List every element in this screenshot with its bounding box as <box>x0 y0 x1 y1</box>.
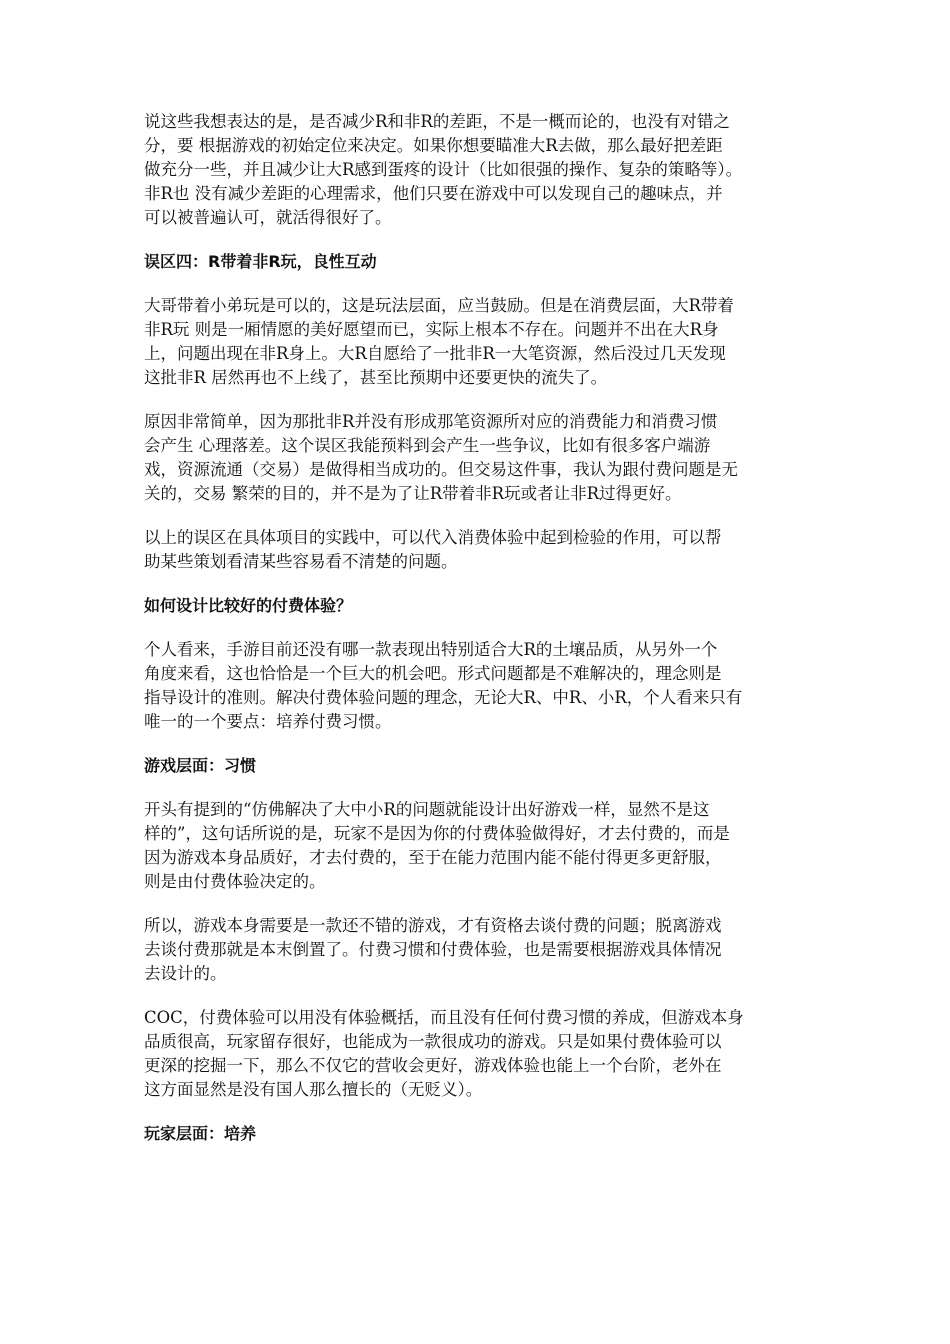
paragraph-line: 助某些策划看清某些容易看不清楚的问题。 <box>144 552 458 571</box>
section-heading: 玩家层面：培养 <box>144 1124 257 1143</box>
paragraph-line: 因为游戏本身品质好，才去付费的，至于在能力范围内能不能付得更多更舒服， <box>144 848 722 867</box>
paragraph-line: 分，要 根据游戏的初始定位来决定。如果你想要瞄准大R去做，那么最好把差距 <box>144 136 723 155</box>
paragraph-line: 样的”，这句话所说的是，玩家不是因为你的付费体验做得好，才去付费的，而是 <box>144 824 730 843</box>
paragraph-line: 非R也 没有减少差距的心理需求，他们只要在游戏中可以发现自己的趣味点，并 <box>144 184 723 203</box>
paragraph <box>144 526 808 574</box>
paragraph-line: 角度来看，这也恰恰是一个巨大的机会吧。形式问题都是不难解决的，理念则是 <box>144 664 722 683</box>
paragraph-line: 以上的误区在具体项目的实践中，可以代入消费体验中起到检验的作用，可以帮 <box>144 528 722 547</box>
paragraph-line: 做充分一些，并且减少让大R感到蛋疼的设计（比如很强的操作、复杂的策略等）。 <box>144 160 743 179</box>
paragraph-line: 品质很高，玩家留存很好，也能成为一款很成功的游戏。只是如果付费体验可以 <box>144 1032 722 1051</box>
paragraph-line: 非R玩 则是一厢情愿的美好愿望而已，实际上根本不存在。问题并不出在大R身 <box>144 320 719 339</box>
paragraph-line: 去设计的。 <box>144 964 227 983</box>
paragraph-line: 所以，游戏本身需要是一款还不错的游戏，才有资格去谈付费的问题；脱离游戏 <box>144 916 722 935</box>
paragraph-line: COC，付费体验可以用没有体验概括，而且没有任何付费习惯的养成，但游戏本身 <box>144 1008 744 1027</box>
paragraph-line: 上，问题出现在非R身上。大R自愿给了一批非R一大笔资源，然后没过几天发现 <box>144 344 726 363</box>
paragraph <box>144 638 808 734</box>
paragraph-line: 会产生 心理落差。这个误区我能预料到会产生一些争议，比如有很多客户端游 <box>144 436 711 455</box>
paragraph-line: 大哥带着小弟玩是可以的，这是玩法层面，应当鼓励。但是在消费层面，大R带着 <box>144 296 734 315</box>
paragraph-line: 唯一的一个要点：培养付费习惯。 <box>144 712 392 731</box>
paragraph-line: 这方面显然是没有国人那么擅长的（无贬义）。 <box>144 1080 483 1099</box>
paragraph-line: 可以被普遍认可，就活得很好了。 <box>144 208 392 227</box>
paragraph-line: 这批非R 居然再也不上线了，甚至比预期中还要更快的流失了。 <box>144 368 608 387</box>
paragraph-line: 去谈付费那就是本末倒置了。付费习惯和付费体验，也是需要根据游戏具体情况 <box>144 940 722 959</box>
section-heading: 误区四：R带着非R玩，良性互动 <box>144 252 377 271</box>
paragraph <box>144 798 808 894</box>
paragraph <box>144 914 808 986</box>
paragraph-line: 个人看来，手游目前还没有哪一款表现出特别适合大R的土壤品质，从另外一个 <box>144 640 718 659</box>
paragraph-line: 关的，交易 繁荣的目的，并不是为了让R带着非R玩或者让非R过得更好。 <box>144 484 682 503</box>
paragraph-line: 开头有提到的“仿佛解决了大中小R的问题就能设计出好游戏一样，显然不是这 <box>144 800 710 819</box>
paragraph-line: 戏，资源流通（交易）是做得相当成功的。但交易这件事，我认为跟付费问题是无 <box>144 460 738 479</box>
paragraph-line: 则是由付费体验决定的。 <box>144 872 326 891</box>
document-page <box>144 110 808 1166</box>
section-heading: 如何设计比较好的付费体验？ <box>144 596 353 615</box>
section-heading: 游戏层面：习惯 <box>144 756 257 775</box>
paragraph <box>144 1006 808 1102</box>
paragraph-line: 更深的挖掘一下，那么不仅它的营收会更好，游戏体验也能上一个台阶，老外在 <box>144 1056 722 1075</box>
paragraph <box>144 294 808 390</box>
paragraph-line: 指导设计的准则。解决付费体验问题的理念，无论大R、中R、小R，个人看来只有 <box>144 688 743 707</box>
paragraph-line: 原因非常简单，因为那批非R并没有形成那笔资源所对应的消费能力和消费习惯 <box>144 412 718 431</box>
paragraph <box>144 410 808 506</box>
paragraph-line: 说这些我想表达的是，是否减少R和非R的差距，不是一概而论的，也没有对错之 <box>144 112 730 131</box>
paragraph <box>144 110 808 230</box>
